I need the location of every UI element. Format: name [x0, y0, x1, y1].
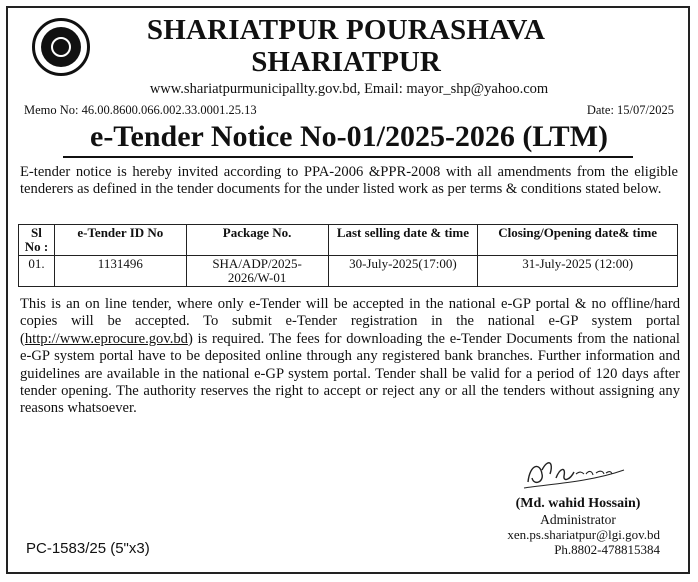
- handwritten-signature: [520, 452, 630, 492]
- body-text-part1: This is an on line tender, where only e-Tender will be accepted in the national e-GP portal & no offline/hard copies will be accepted. To submit e-Tender registration in the national e-GP system portal (: [20, 296, 680, 347]
- col-header-tender-id: e-Tender ID No: [54, 225, 186, 256]
- contact-line: www.shariatpurmunicipallty.gov.bd, Email: mayor_shp@yahoo.com: [149, 81, 549, 97]
- tender-table: [18, 224, 678, 287]
- organization-subtitle: SHARIATPUR: [251, 46, 441, 78]
- cell-package: SHA/ADP/2025-2026/W-01: [186, 256, 328, 287]
- title-underline: [63, 156, 633, 158]
- memo-number: Memo No: 46.00.8600.066.002.33.0001.25.13: [24, 103, 257, 117]
- col-header-sl: Sl No :: [19, 225, 55, 256]
- table-row: [19, 256, 678, 287]
- cell-sl: 01.: [19, 256, 55, 287]
- col-header-closing-opening: Closing/Opening date& time: [478, 225, 678, 256]
- col-header-last-selling: Last selling date & time: [328, 225, 478, 256]
- intro-paragraph: E-tender notice is hereby invited according to PPA-2006 &PPR-2008 with all amendments from the eligible tenderers as defined in the tender documents for the under listed work as per terms & conditions stated below.: [20, 164, 678, 197]
- pc-code: PC-1583/25 (5"x3): [26, 540, 150, 557]
- signatory-name: (Md. wahid Hossain): [515, 496, 641, 511]
- notice-date: Date: 15/07/2025: [586, 103, 674, 117]
- table-header-row: [19, 225, 678, 256]
- organization-title: SHARIATPUR POURASHAVA: [146, 14, 546, 46]
- signatory-email: xen.ps.shariatpur@lgi.gov.bd: [507, 527, 660, 542]
- body-text-part2: ) is required. The fees for downloading the e-Tender Documents from the national e-GP system portal have to be deposited online through any registered bank branches. Further information and guidelines are available in the national e-GP system portal. Tender shall be valid for a period of 120 days after tender opening. The authority reserves the right to accept or reject any or all the tenders without assigning any reasons whatsoever.: [20, 330, 680, 417]
- col-header-package: Package No.: [186, 225, 328, 256]
- cell-closing-opening: 31-July-2025 (12:00): [478, 256, 678, 287]
- cell-tender-id: 1131496: [54, 256, 186, 287]
- signatory-phone: Ph.8802-478815384: [554, 542, 660, 557]
- municipality-seal-icon: [32, 18, 90, 76]
- eprocure-link[interactable]: http://www.eprocure.gov.bd: [24, 330, 188, 347]
- notice-title: e-Tender Notice No-01/2025-2026 (LTM): [90, 120, 608, 153]
- body-paragraph: [20, 296, 680, 418]
- signatory-role: Administrator: [540, 512, 616, 527]
- cell-last-selling: 30-July-2025(17:00): [328, 256, 478, 287]
